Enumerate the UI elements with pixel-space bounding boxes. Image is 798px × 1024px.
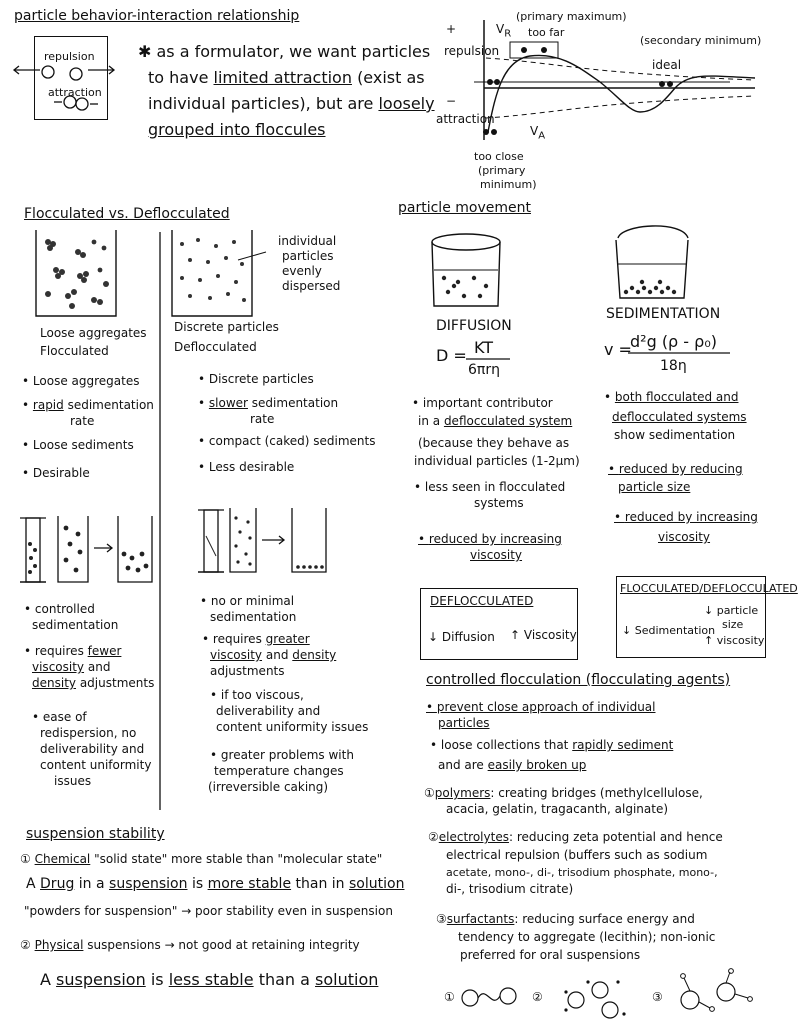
sed-note-3: • reduced by increasing bbox=[614, 510, 758, 524]
defloc-bullet-4: • Less desirable bbox=[198, 460, 295, 474]
floc-note-3: • ease of bbox=[32, 710, 87, 724]
agent-electrolytes-cont-2: acetate, mono-, di-, trisodium phosphate, mono-, bbox=[446, 866, 718, 879]
flocculated-tube-diagram bbox=[18, 514, 158, 586]
floc-bullet-2: • rapid sedimentation bbox=[22, 398, 154, 412]
flocculating-agents-diagram bbox=[456, 970, 756, 1020]
controlled-flocculation-heading: controlled flocculation (flocculating agents) bbox=[426, 672, 731, 688]
floc-note-3d: content uniformity bbox=[40, 758, 152, 772]
too-far-label: too far bbox=[528, 26, 565, 39]
agent-electrolytes-cont-1: electrical repulsion (buffers such as sodium bbox=[446, 848, 708, 862]
defloc-note-3: • if too viscous, bbox=[210, 688, 304, 702]
defloc-note-3b: deliverability and bbox=[216, 704, 321, 718]
agent-polymers-cont: acacia, gelatin, tragacanth, alginate) bbox=[446, 802, 669, 816]
agent-electrolytes-cont-3: di-, trisodium citrate) bbox=[446, 882, 574, 896]
controlled-line-1b: particles bbox=[438, 716, 490, 730]
diagram-num-1: ① bbox=[444, 990, 455, 1004]
stability-chemical: ① Chemical "solid state" more stable than "molecular state" bbox=[20, 852, 383, 866]
agent-surfactants-cont-2: preferred for oral suspensions bbox=[460, 948, 641, 962]
sed-note-1c: show sedimentation bbox=[614, 428, 736, 442]
sed-note-2: • reduced by reducing bbox=[608, 462, 743, 476]
too-close-label: too close bbox=[474, 150, 524, 163]
stability-drug-line: A Drug in a suspension is more stable than in solution bbox=[26, 876, 405, 892]
defloc-note-4: • greater problems with bbox=[210, 748, 354, 762]
deflocculated-tube-diagram bbox=[196, 506, 336, 578]
flocculated-caption-1: Loose aggregates bbox=[40, 326, 147, 340]
flocculated-caption-2: Flocculated bbox=[40, 344, 109, 358]
individual-note-1: individual bbox=[278, 234, 337, 248]
stability-suspension-line: A suspension is less stable than a solution bbox=[40, 970, 379, 989]
diff-note-3: • less seen in flocculated bbox=[414, 480, 566, 494]
secondary-minimum-label: (secondary minimum) bbox=[640, 34, 762, 47]
stability-physical: ② Physical suspensions → not good at retaining integrity bbox=[20, 938, 360, 952]
floc-box-viscosity: ↑ viscosity bbox=[704, 634, 765, 647]
formulator-note-line4: grouped into floccules bbox=[148, 120, 326, 139]
deflocculated-caption-2: Deflocculated bbox=[174, 340, 257, 354]
plus-sign: + bbox=[446, 22, 457, 36]
formulator-note-line2: to have limited attraction (exist as bbox=[148, 68, 425, 87]
defloc-box-title: DEFLOCCULATED bbox=[430, 594, 534, 608]
graph-repulsion-label: repulsion bbox=[444, 44, 500, 58]
agent-electrolytes: ②electrolytes: reducing zeta potential and hence bbox=[428, 830, 723, 844]
defloc-note-4c: (irreversible caking) bbox=[208, 780, 329, 794]
defloc-note-1: • no or minimal bbox=[200, 594, 295, 608]
sed-fraction-bar bbox=[628, 352, 732, 354]
defloc-note-2: • requires greater bbox=[202, 632, 310, 646]
agent-surfactants: ③surfactants: reducing surface energy and bbox=[436, 912, 695, 926]
controlled-line-2b: and are easily broken up bbox=[438, 758, 587, 772]
diff-note-2b: individual particles (1-2μm) bbox=[414, 454, 580, 468]
particle-movement-heading: particle movement bbox=[398, 200, 531, 216]
floc-note-3b: redispersion, no bbox=[40, 726, 137, 740]
sed-equation-numerator: d²g (ρ - ρ₀) bbox=[630, 332, 717, 351]
stability-powders-line: "powders for suspension" → poor stability even in suspension bbox=[24, 904, 393, 918]
defloc-note-4b: temperature changes bbox=[214, 764, 344, 778]
sed-note-3b: viscosity bbox=[658, 530, 711, 544]
diff-note-1b: in a deflocculated system bbox=[418, 414, 573, 428]
deflocculated-particle-box bbox=[170, 230, 254, 320]
diffusion-equation-denominator: 6πrη bbox=[468, 362, 500, 378]
individual-note-3: evenly bbox=[282, 264, 322, 278]
defloc-note-3c: content uniformity issues bbox=[216, 720, 369, 734]
attraction-label: attraction bbox=[48, 86, 102, 99]
diff-note-4: • reduced by increasing bbox=[418, 532, 562, 546]
individual-note-2: particles bbox=[282, 249, 334, 263]
floc-note-3e: issues bbox=[54, 774, 92, 788]
formulator-note-line1: ✱ as a formulator, we want particles bbox=[138, 42, 431, 61]
sed-note-1b: deflocculated systems bbox=[612, 410, 747, 424]
diff-note-4b: viscosity bbox=[470, 548, 523, 562]
deflocculated-caption-1: Discrete particles bbox=[174, 320, 279, 334]
diff-note-3b: systems bbox=[474, 496, 524, 510]
vr-label: $V_R$ bbox=[496, 22, 512, 40]
defloc-bullet-2-cont: rate bbox=[250, 412, 275, 426]
diffusion-beaker bbox=[428, 226, 506, 314]
defloc-bullet-3: • compact (caked) sediments bbox=[198, 434, 376, 448]
floc-box-title: FLOCCULATED/DEFLOCCULATED bbox=[620, 582, 798, 595]
too-close-label-2: (primary bbox=[478, 164, 526, 177]
sedimentation-beaker bbox=[612, 218, 694, 306]
sed-note-2b: particle size bbox=[618, 480, 691, 494]
defloc-bullet-1: • Discrete particles bbox=[198, 372, 314, 386]
column-divider bbox=[158, 232, 162, 812]
sed-equation-denominator: 18η bbox=[660, 358, 687, 374]
floc-box-sedimentation: ↓ Sedimentation bbox=[622, 624, 716, 637]
floc-box-size: size bbox=[722, 618, 744, 631]
va-label: $V_A$ bbox=[530, 124, 546, 142]
primary-maximum-label: (primary maximum) bbox=[516, 10, 627, 23]
flocculated-particle-box bbox=[34, 230, 118, 320]
floc-note-1: • controlled bbox=[24, 602, 95, 616]
sedimentation-label: SEDIMENTATION bbox=[606, 306, 721, 322]
floc-box-particle: ↓ particle bbox=[704, 604, 759, 617]
defloc-bullet-2: • slower sedimentation bbox=[198, 396, 339, 410]
formulator-note-line3: individual particles), but are loosely bbox=[148, 94, 435, 113]
diagram-num-2: ② bbox=[532, 990, 543, 1004]
graph-attraction-label: attraction bbox=[436, 112, 495, 126]
floc-bullet-2-cont: rate bbox=[70, 414, 95, 428]
floc-note-2: • requires fewer bbox=[24, 644, 122, 658]
diffusion-equation-numerator: KT bbox=[474, 338, 494, 357]
sed-equation-lhs: v = bbox=[604, 340, 632, 359]
diffusion-fraction-bar bbox=[466, 358, 512, 360]
diff-note-1: • important contributor bbox=[412, 396, 553, 410]
suspension-stability-heading: suspension stability bbox=[26, 826, 165, 842]
floc-note-3c: deliverability and bbox=[40, 742, 145, 756]
defloc-note-2c: adjustments bbox=[210, 664, 285, 678]
floc-vs-defloc-heading: Flocculated vs. Deflocculated bbox=[24, 206, 230, 222]
diff-note-2: (because they behave as bbox=[418, 436, 570, 450]
floc-bullet-4: • Desirable bbox=[22, 466, 90, 480]
diffusion-label: DIFFUSION bbox=[436, 318, 512, 334]
particle-arrows-sketch bbox=[10, 60, 120, 120]
repulsion-label: repulsion bbox=[44, 50, 95, 63]
defloc-box-diffusion: ↓ Diffusion bbox=[428, 630, 495, 644]
defloc-note-2b: viscosity and density bbox=[210, 648, 337, 662]
diffusion-equation-lhs: D = bbox=[436, 346, 467, 365]
defloc-box-viscosity: ↑ Viscosity bbox=[510, 628, 577, 642]
diagram-num-3: ③ bbox=[652, 990, 663, 1004]
ideal-label: ideal bbox=[652, 58, 682, 72]
floc-note-1b: sedimentation bbox=[32, 618, 119, 632]
floc-bullet-1: • Loose aggregates bbox=[22, 374, 140, 388]
agent-polymers: ①polymers: creating bridges (methylcellulose, bbox=[424, 786, 703, 800]
controlled-line-2: • loose collections that rapidly sediment bbox=[430, 738, 674, 752]
floc-note-2c: density adjustments bbox=[32, 676, 155, 690]
too-close-label-3: minimum) bbox=[480, 178, 537, 191]
agent-surfactants-cont-1: tendency to aggregate (lecithin); non-ionic bbox=[458, 930, 716, 944]
floc-note-2b: viscosity and bbox=[32, 660, 111, 674]
floc-bullet-3: • Loose sediments bbox=[22, 438, 134, 452]
minus-sign: − bbox=[446, 94, 457, 108]
individual-note-4: dispersed bbox=[282, 279, 341, 293]
defloc-note-1b: sedimentation bbox=[210, 610, 297, 624]
controlled-line-1: • prevent close approach of individual bbox=[426, 700, 656, 714]
page-title: particle behavior-interaction relationship bbox=[14, 8, 300, 24]
sed-note-1: • both flocculated and bbox=[604, 390, 739, 404]
